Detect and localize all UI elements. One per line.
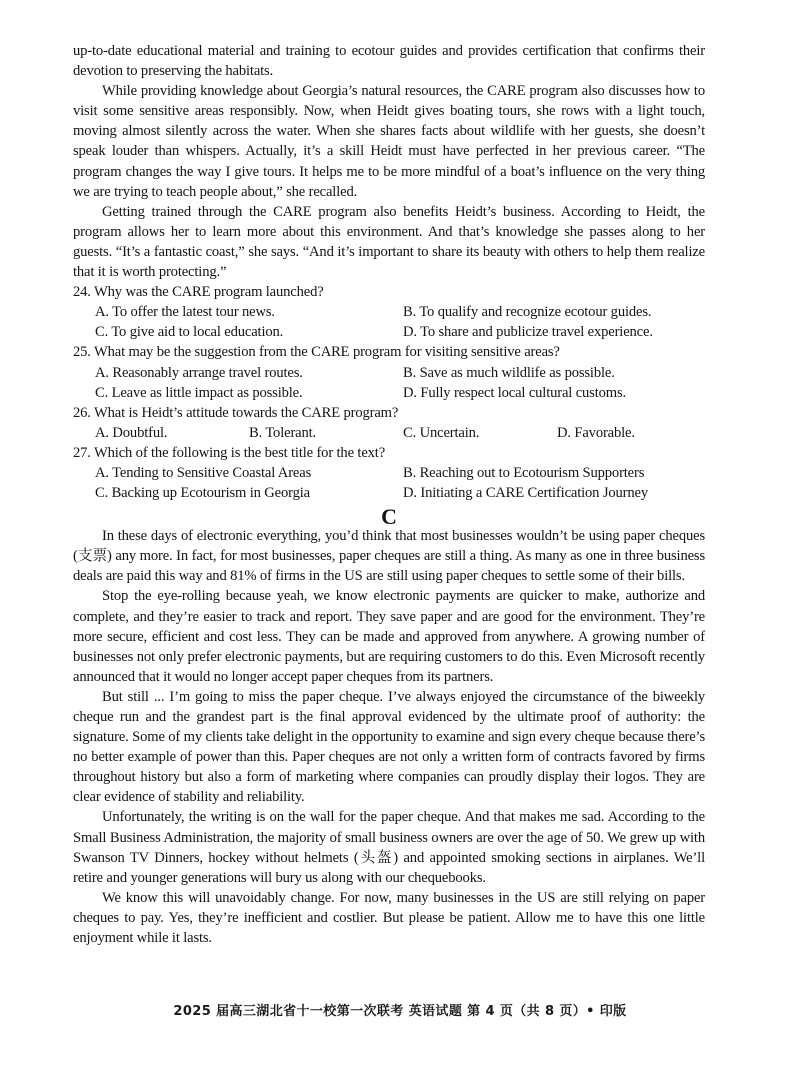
answer-options: [73, 302, 705, 342]
passage-paragraph: Getting trained through the CARE program also benefits Heidt’s business. According to Heidt, the program allows her to learn more about this environment. And that’s knowledge she passes along to her guests. “It’s a fantastic coast,” she says. “And it’s important to share its beauty with others to help them realize that it is worth protecting.”: [73, 203, 705, 281]
option-d: D. To share and publicize travel experience.: [403, 324, 653, 341]
passage-paragraph: Unfortunately, the writing is on the wall for the paper cheque. And that makes me sad. According to the Small Business Administration, the majority of small business owners are over the age of 50. We grew up with Swanson TV Dinners, hockey without helmets (头盔) and appointed smoking sections in airplanes. We’ll retire and younger generations will bury us along with our chequebooks.: [73, 809, 705, 886]
option-a: A. Reasonably arrange travel routes.: [95, 364, 303, 381]
question-25: [73, 342, 705, 402]
passage-b-continued: [73, 41, 705, 282]
option-a: A. Doubtful.: [95, 424, 168, 441]
option-c: C. Leave as little impact as possible.: [95, 384, 303, 401]
option-a: A. To offer the latest tour news.: [95, 304, 275, 321]
question-stem: 24. Why was the CARE program launched?: [73, 284, 324, 301]
option-c: C. To give aid to local education.: [95, 324, 284, 341]
question-stem: 26. What is Heidt’s attitude towards the CARE program?: [73, 404, 399, 421]
option-b: B. Tolerant.: [249, 424, 317, 441]
answer-options: [73, 423, 705, 443]
passage-paragraph: We know this will unavoidably change. For now, many businesses in the US are still relying on paper cheques to pay. Yes, they’re inefficient and costlier. But please be patient. Allow me to have this one little enjoyment while it lasts.: [73, 889, 705, 947]
option-b: B. To qualify and recognize ecotour guides.: [403, 304, 652, 321]
option-a: A. Tending to Sensitive Coastal Areas: [95, 464, 312, 481]
option-b: B. Save as much wildlife as possible.: [403, 364, 615, 381]
passage-c: [73, 504, 705, 948]
question-24: [73, 282, 705, 342]
page-footer: 2025 届高三湖北省十一校第一次联考 英语试题 第 4 页（共 8 页）• 印版: [173, 1004, 627, 1019]
passage-paragraph: Stop the eye-rolling because yeah, we know electronic payments are quicker to make, authorize and complete, and they’re easier to track and report. They save paper and are good for the environment. They’re more secure, efficient and cost less. They can be made and approved from anywhere. A growing number of businesses not only prefer electronic payments, but are requiring customers to do this. Even Microsoft recently announced that it would no longer accept paper cheques from its partners.: [73, 588, 705, 685]
option-b: B. Reaching out to Ecotourism Supporters: [403, 464, 645, 481]
answer-options: [73, 363, 705, 403]
exam-page: [73, 41, 705, 948]
question-27: [73, 443, 705, 503]
passage-paragraph: up-to-date educational material and training to ecotour guides and provides certification that confirms their devotion to preserving the habitats.: [73, 43, 705, 80]
passage-title: C: [381, 504, 397, 530]
option-d: D. Favorable.: [557, 424, 635, 441]
passage-paragraph: While providing knowledge about Georgia’s natural resources, the CARE program also discusses how to visit some sensitive areas responsibly. Now, when Heidt gives boating tours, she rows with a light touch, moving almost silently across the water. When she shares facts about wildlife with her guests, she doesn’t speak louder than whispers. Actually, it’s a skill Heidt must have perfected in her previous career. “The program changes the way I give tours. It helps me to be more mindful of a boat’s influence on the very thing we are trying to teach people about,” she recalled.: [73, 83, 705, 200]
question-stem: 27. Which of the following is the best title for the text?: [73, 444, 386, 461]
question-stem: 25. What may be the suggestion from the CARE program for visiting sensitive areas?: [73, 344, 560, 361]
option-d: D. Fully respect local cultural customs.: [403, 384, 626, 401]
option-c: C. Backing up Ecotourism in Georgia: [95, 485, 310, 502]
option-c: C. Uncertain.: [403, 424, 480, 441]
question-26: [73, 403, 705, 443]
option-d: D. Initiating a CARE Certification Journey: [403, 485, 648, 502]
passage-paragraph: But still ... I’m going to miss the paper cheque. I’ve always enjoyed the circumstance of the biweekly cheque run and the grandest part is the final approval evidenced by the ultimate proof of authority: the signature. Some of my clients take delight in the opportunity to examine and sign every cheque because there’s no better example of power than this. Paper cheques are not only a written form of contracts favored by firms throughout history but also a form of marketing where companies can proudly display their logos. They are clear evidence of stability and reliability.: [73, 688, 705, 806]
passage-paragraph: In these days of electronic everything, you’d think that most businesses wouldn’t be using paper cheques (支票) any more. In fact, for most businesses, paper cheques are still a thing. As many as one in three business deals are paid this way and 81% of firms in the US are still using paper cheques to settle some of their bills.: [73, 528, 705, 585]
answer-options: [73, 463, 705, 503]
